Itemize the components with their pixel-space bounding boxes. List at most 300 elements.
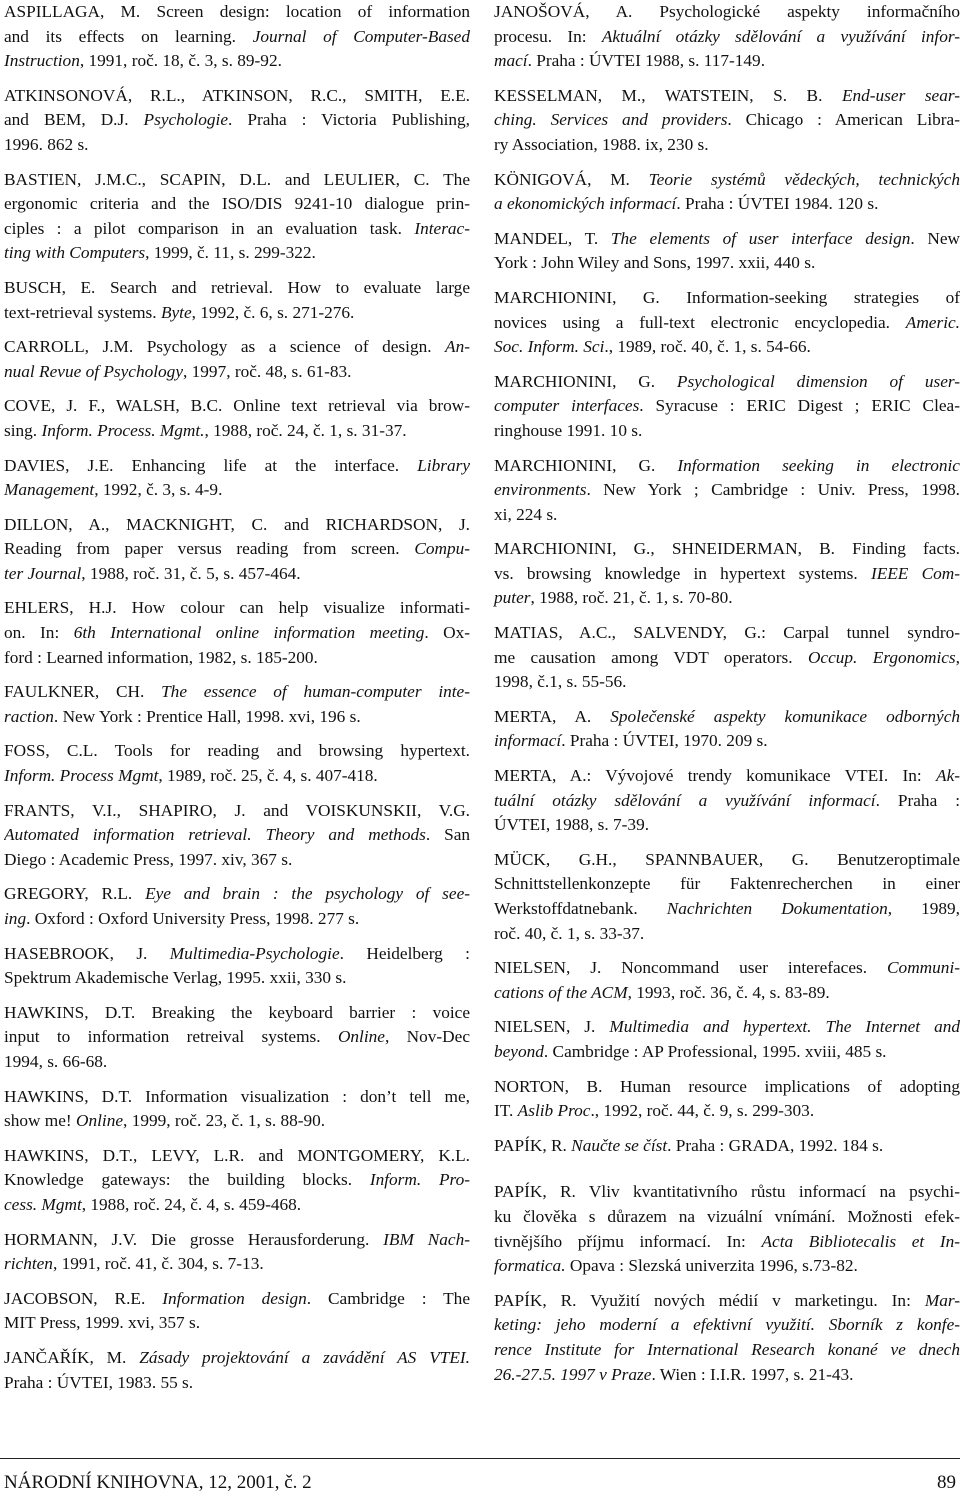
reference-entry [494,227,960,276]
reference-italic-text: Společenské aspekty komunikace odborných [610,706,960,726]
reference-entry [4,168,470,266]
reference-line [494,789,960,814]
reference-text: , 1997, roč. 48, s. 61-83. [183,361,352,381]
reference-entry [494,621,960,695]
reference-italic-text: Psychologie [143,110,229,130]
reference-italic-text: An- [445,337,470,357]
reference-text: , 1991, roč. 41, č. 304, s. 7-13. [52,1254,264,1274]
reference-text: . Praha : GRADA, 1992. 184 s. [667,1135,884,1155]
reference-italic-text: ter Journal [4,563,82,583]
reference-italic-text: Americ. [905,312,960,332]
reference-text: novices using a full-text electronic encyclopedia. [494,312,906,332]
reference-italic-text: Information seeking in electronic [677,455,960,475]
reference-entry [4,0,470,74]
reference-italic-text: Automated information retrieval. Theory and methods [4,825,426,845]
reference-text: 1994, s. 66-68. [4,1051,108,1071]
reference-italic-text: Zásady projektování a zavádění AS VTEI. [139,1347,470,1367]
reference-entry [4,454,470,503]
reference-text: Knowledge gateways: the building blocks. [4,1170,370,1190]
reference-text: MÜCK, G.H., SPANNBAUER, G. Benutzeroptimale [494,849,960,869]
reference-text: Spektrum Akademische Verlag, 1995. xxii, 330 s. [4,968,347,988]
reference-line [4,537,470,562]
reference-text: MARCHIONINI, G. Information-seeking strategies of [494,287,960,307]
reference-text: MARCHIONINI, G., SHNEIDERMAN, B. Finding facts. [494,539,960,559]
reference-text: . Praha : [875,790,960,810]
reference-text: NORTON, B. Human resource implications of adopting [494,1076,960,1096]
reference-line [494,1254,960,1279]
reference-line [4,907,470,932]
reference-text: HAWKINS, D.T. Information visualization : don’t tell me, [4,1086,470,1106]
reference-italic-text: Multimedia and hypertext. The Internet and [609,1017,960,1037]
reference-entry [4,513,470,587]
reference-entry [4,1001,470,1075]
reference-line [494,586,960,611]
reference-line [4,1287,470,1312]
reference-line [494,227,960,252]
reference-line [494,848,960,873]
reference-text: input to information retreival systems. [4,1027,338,1047]
reference-text: MERTA, A.: Vývojové trendy komunikace VTEI. In: [494,766,937,786]
reference-text: , 1988, roč. 31, č. 5, s. 457-464. [81,563,301,583]
reference-text: and its effects on learning. [4,26,253,46]
reference-italic-text: formatica. [494,1256,566,1276]
reference-text: Reading from paper versus reading from screen. [4,539,415,559]
reference-line [494,537,960,562]
reference-italic-text: Inform. Process. Mgmt. [41,420,205,440]
footer-rule [0,1458,960,1459]
footer-journal: NÁRODNÍ KNIHOVNA, 12, 2001, č. 2 [4,1472,312,1493]
reference-line [494,335,960,360]
reference-line [494,956,960,981]
reference-entry [494,848,960,946]
reference-italic-text: ing [4,909,27,928]
reference-text: FOSS, C.L. Tools for reading and browsing hypertext. [4,741,470,761]
reference-line [494,311,960,336]
reference-line [4,562,470,587]
reference-entry [4,799,470,873]
reference-text: sing. [4,420,42,440]
reference-entry [4,1287,470,1336]
reference-line [494,1338,960,1363]
reference-line [4,217,470,242]
references-right-column [494,0,960,1397]
reference-line [4,192,470,217]
reference-text: , 1992, č. 3, s. 4-9. [94,480,223,500]
reference-text: . Cambridge : The [306,1288,470,1308]
reference-text: tivnějšího příjmu informací. In: [494,1231,762,1251]
reference-text: COVE, J. F., WALSH, B.C. Online text retrieval via brow- [4,396,470,416]
reference-italic-text: Communi- [887,958,960,978]
reference-line [4,241,470,266]
reference-text: . Chicago : American Libra- [727,110,960,130]
reference-line [4,942,470,967]
reference-line [494,503,960,528]
reference-italic-text: Aslib Proc [517,1101,591,1121]
reference-line [494,981,960,1006]
reference-text: PAPÍK, R. [494,1135,572,1155]
reference-line [494,1075,960,1100]
reference-entry [494,168,960,217]
reference-entry [494,705,960,754]
reference-entry [494,454,960,528]
reference-italic-text: Interac- [414,218,470,238]
reference-line [494,813,960,838]
reference-entry [4,739,470,788]
reference-line [4,84,470,109]
reference-entry [4,680,470,729]
reference-italic-text: Inform. Pro- [369,1170,470,1190]
reference-entry [494,0,960,74]
reference-line [4,799,470,824]
reference-text: ringhouse 1991. 10 s. [494,420,643,440]
reference-italic-text: keting: jeho moderní a efektivní využití. Sborník z konfe- [494,1315,960,1335]
reference-entry [494,1180,960,1278]
reference-line [4,966,470,991]
reference-italic-text: Aktuální otázky sdělování a využívání infor- [601,26,960,46]
reference-line [4,596,470,621]
reference-italic-text: Multimedia-Psychologie [169,943,340,963]
reference-italic-text: 26.-27.5. 1997 v Praze [494,1364,652,1384]
reference-entry [4,84,470,158]
reference-text: KESSELMAN, M., WATSTEIN, S. B. [494,85,842,105]
reference-text: HORMANN, J.V. Die grosse Herausforderung. [4,1229,384,1249]
reference-line [4,882,470,907]
reference-line [494,1099,960,1124]
reference-text: MARCHIONINI, G. [494,455,678,475]
reference-line [4,513,470,538]
reference-entry [4,596,470,670]
reference-line [4,1228,470,1253]
reference-text: . San [425,825,470,845]
reference-italic-text: Inform. Process Mgmt [4,766,159,786]
reference-text: and BEM, D.J. [4,110,144,130]
reference-italic-text: Management [4,480,95,500]
reference-italic-text: Occup. Ergonomics [807,647,956,667]
reference-text: Praha : ÚVTEI, 1983. 55 s. [4,1372,194,1392]
footer-page-number: 89 [937,1472,956,1493]
reference-line [494,168,960,193]
reference-line [4,646,470,671]
reference-text: DAVIES, J.E. Enhancing life at the interface. [4,455,418,475]
reference-italic-text: tuální otázky sdělování a využívání informací [494,790,876,810]
reference-line [4,764,470,789]
reference-line [494,251,960,276]
reference-line [494,670,960,695]
reference-line [494,562,960,587]
reference-line [494,1289,960,1314]
reference-text: MANDEL, T. [494,228,611,248]
reference-line [494,1134,960,1159]
reference-line [494,192,960,217]
reference-italic-text: Psychological dimension of user- [676,371,960,391]
reference-text: MERTA, A. [494,706,611,726]
reference-italic-text: Ak- [936,766,960,786]
reference-italic-text: beyond [494,1041,544,1061]
reference-text: ry Association, 1988. ix, 230 s. [494,134,709,154]
reference-line [494,621,960,646]
reference-text: JANČAŘÍK, M. [4,1347,140,1367]
reference-italic-text: cations of the ACM [494,982,628,1002]
reference-line [4,301,470,326]
reference-line [4,168,470,193]
reference-text: ., 1992, roč. 44, č. 9, s. 299-303. [590,1101,815,1121]
reference-line [494,1363,960,1388]
reference-line [494,897,960,922]
reference-text: ergonomic criteria and the ISO/DIS 9241-10 dialogue prin- [4,194,470,214]
reference-text: HASEBROOK, J. [4,943,170,963]
reference-entry [4,1228,470,1277]
reference-entry [494,956,960,1005]
reference-text: roč. 40, č. 1, s. 33-37. [494,923,645,943]
reference-italic-text: rence Institute for International Research konané ve dnech [494,1339,960,1359]
reference-text: ASPILLAGA, M. Screen design: location of information [4,2,470,21]
reference-italic-text: ting with Computers [4,243,146,263]
reference-text: , 1989, [887,899,960,918]
reference-text: show me! [4,1111,76,1131]
reference-text: . Syracuse : ERIC Digest ; ERIC Clea- [639,396,960,416]
reference-text: , Nov-Dec [384,1027,470,1047]
reference-italic-text: Mar- [924,1290,960,1310]
reference-italic-text: puter [494,588,531,608]
reference-line [494,478,960,503]
reference-text: procesu. In: [494,26,602,46]
reference-entry [494,537,960,611]
reference-entry [494,84,960,158]
reference-text: MATIAS, A.C., SALVENDY, G.: Carpal tunnel syndro- [494,623,960,643]
reference-entry [4,1144,470,1218]
reference-text: , 1988, roč. 24, č. 1, s. 31-37. [204,420,407,440]
reference-text: xi, 224 s. [494,504,558,524]
reference-line [4,1346,470,1371]
reference-entry [494,1075,960,1124]
references-left-column [4,0,470,1405]
reference-text: 1996. 862 s. [4,134,89,154]
reference-text: . Praha : ÚVTEI 1988, s. 117-149. [527,51,766,71]
reference-line [4,1109,470,1134]
reference-line [4,276,470,301]
reference-line [4,335,470,360]
reference-text: HAWKINS, D.T. Breaking the keyboard barrier : voice [4,1002,470,1022]
reference-text: , 1993, roč. 36, č. 4, s. 83-89. [627,982,830,1002]
reference-line [494,1230,960,1255]
reference-text: on. In: [4,623,74,643]
reference-line [4,133,470,158]
reference-text: . Praha : ÚVTEI 1984. 120 s. [676,194,879,214]
reference-line [4,49,470,74]
reference-text: . Oxford : Oxford University Press, 1998. 277 s. [26,909,360,928]
reference-text: JACOBSON, R.E. [4,1288,163,1308]
reference-text: MARCHIONINI, G. [494,371,677,391]
reference-line [4,1001,470,1026]
reference-italic-text: The elements of user interface design [610,228,911,248]
reference-text: , 1999, roč. 23, č. 1, s. 88-90. [123,1111,326,1131]
reference-entry [494,1289,960,1387]
reference-italic-text: computer interfaces [494,396,640,416]
reference-italic-text: richten [4,1254,53,1274]
reference-italic-text: Journal of Computer-Based [252,26,470,46]
reference-text: , 1988, roč. 21, č. 1, s. 70-80. [530,588,733,608]
reference-line [494,370,960,395]
reference-line [4,1371,470,1396]
reference-text: ÚVTEI, 1988, s. 7-39. [494,815,650,835]
reference-line [494,0,960,25]
reference-entry [4,1346,470,1395]
reference-line [4,848,470,873]
reference-text: CARROLL, J.M. Psychology as a science of design. [4,337,446,357]
reference-line [4,394,470,419]
reference-text: . New [910,228,960,248]
reference-line [4,1311,470,1336]
reference-line [494,286,960,311]
reference-text: ku člověka s důrazem na vizuální vnímání. Možnosti efek- [494,1206,960,1226]
reference-text: HAWKINS, D.T., LEVY, L.R. and MONTGOMERY, K.L. [4,1145,470,1165]
reference-italic-text: Online [76,1111,124,1131]
reference-line [4,108,470,133]
reference-line [4,1085,470,1110]
reference-text: ciples : a pilot comparison in an evaluation task. [4,218,415,238]
reference-entry [4,882,470,931]
reference-italic-text: Byte [160,302,192,322]
reference-line [494,84,960,109]
reference-line [494,133,960,158]
reference-text: 1998, č.1, s. 55-56. [494,672,627,692]
reference-italic-text: Library [417,455,470,475]
reference-entry [4,394,470,443]
reference-italic-text: a ekonomických informací [494,194,677,214]
reference-line [494,394,960,419]
reference-text: , [955,647,960,667]
reference-line [4,1050,470,1075]
reference-text: . Ox- [424,623,470,643]
reference-text: Werkstoffdatnebank. [494,899,667,918]
reference-text: GREGORY, R.L. [4,884,146,904]
reference-italic-text: Soc. Inform. Sci [494,337,605,357]
reference-italic-text: environments [494,480,587,500]
reference-line [494,646,960,671]
reference-line [4,478,470,503]
reference-text: JANOŠOVÁ, A. Psychologické aspekty informačního [494,2,960,21]
reference-text: , 1988, roč. 24, č. 4, s. 459-468. [81,1194,302,1214]
reference-text: PAPÍK, R. Využití nových médií v marketingu. In: [494,1290,925,1310]
reference-entry [494,764,960,838]
reference-italic-text: Naučte se číst [571,1135,668,1155]
reference-line [4,621,470,646]
reference-text: DILLON, A., MACKNIGHT, C. and RICHARDSON, J. [4,514,470,534]
reference-text: MIT Press, 1999. xvi, 357 s. [4,1313,201,1333]
reference-italic-text: End-user sear- [841,85,960,105]
reference-line [494,49,960,74]
reference-text: NIELSEN, J. [494,1017,610,1037]
reference-text: , 1992, č. 6, s. 271-276. [191,302,355,322]
reference-entry [4,1085,470,1134]
reference-text: ATKINSONOVÁ, R.L., ATKINSON, R.C., SMITH, E.E. [4,85,470,105]
reference-entry [4,942,470,991]
reference-italic-text: Online [337,1027,385,1047]
reference-line [494,108,960,133]
reference-text: . Cambridge : AP Professional, 1995. xviii, 485 s. [543,1041,887,1061]
reference-line [4,360,470,385]
reference-text: EHLERS, H.J. How colour can help visualize informati- [4,598,470,618]
reference-text: FAULKNER, CH. [4,682,162,702]
reference-text: me causation among VDT operators. [494,647,808,667]
reference-line [4,1025,470,1050]
reference-entry [4,335,470,384]
reference-text: . Wien : I.I.R. 1997, s. 21-43. [651,1364,854,1384]
reference-text: , 1991, roč. 18, č. 3, s. 89-92. [79,51,282,71]
reference-text: York : John Wiley and Sons, 1997. xxii, 440 s. [494,253,816,273]
reference-italic-text: 6th International online information meeting [73,623,425,643]
reference-text: Schnittstellenkonzepte für Faktenrecherchen in einer [494,874,960,894]
reference-line [494,25,960,50]
reference-line [494,705,960,730]
reference-line [4,1168,470,1193]
reference-text: ford : Learned information, 1982, s. 185-200. [4,647,318,667]
reference-italic-text: Compu- [414,539,470,559]
reference-text: PAPÍK, R. Vliv kvantitativního růstu informací na psychi- [494,1182,960,1202]
reference-italic-text: informací [494,731,562,751]
reference-text: IT. [494,1101,518,1121]
reference-italic-text: cess. Mgmt [4,1194,82,1214]
reference-line [4,1144,470,1169]
reference-text: . Praha : ÚVTEI, 1970. 209 s. [561,731,768,751]
reference-italic-text: Teorie systémů vědeckých, technických [648,169,960,189]
reference-text: . Praha : Victoria Publishing, [228,110,470,130]
reference-italic-text: nual Revue of Psychology [4,361,183,381]
reference-italic-text: Information design [162,1288,307,1308]
reference-text: FRANTS, V.I., SHAPIRO, J. and VOISKUNSKII, V.G. [4,800,470,820]
reference-italic-text: Instruction [4,51,80,71]
reference-line [494,922,960,947]
reference-line [4,705,470,730]
reference-text: , 1989, roč. 25, č. 4, s. 407-418. [158,766,378,786]
reference-line [494,419,960,444]
reference-line [494,1015,960,1040]
reference-line [494,1313,960,1338]
reference-italic-text: Acta Bibliotecalis et In- [761,1231,960,1251]
reference-line [4,1193,470,1218]
reference-text: Diego : Academic Press, 1997. xiv, 367 s. [4,849,293,869]
reference-italic-text: raction [4,706,54,726]
reference-line [4,739,470,764]
reference-text: , 1999, č. 11, s. 299-322. [145,243,316,263]
reference-italic-text: IEEE Com- [870,563,960,583]
reference-line [494,1180,960,1205]
reference-line [494,1040,960,1065]
reference-text: text-retrieval systems. [4,302,161,322]
reference-text: . New York ; Cambridge : Univ. Press, 1998. [586,480,960,500]
reference-line [494,454,960,479]
reference-line [4,1252,470,1277]
reference-line [4,454,470,479]
reference-line [4,0,470,25]
reference-text: . Heidelberg : [339,943,470,963]
reference-text: . New York : Prentice Hall, 1998. xvi, 196 s. [53,706,361,726]
reference-line [494,872,960,897]
reference-line [4,25,470,50]
reference-line [4,419,470,444]
reference-text: KÖNIGOVÁ, M. [494,169,649,189]
reference-line [494,729,960,754]
reference-text: vs. browsing knowledge in hypertext systems. [494,563,871,583]
reference-text: NIELSEN, J. Noncommand user interefaces. [494,958,888,978]
reference-line [494,1205,960,1230]
reference-text: BASTIEN, J.M.C., SCAPIN, D.L. and LEULIER, C. The [4,169,470,189]
reference-entry [494,1134,960,1159]
reference-line [4,680,470,705]
reference-entry [494,1015,960,1064]
reference-italic-text: IBM Nach- [383,1229,470,1249]
reference-line [494,764,960,789]
